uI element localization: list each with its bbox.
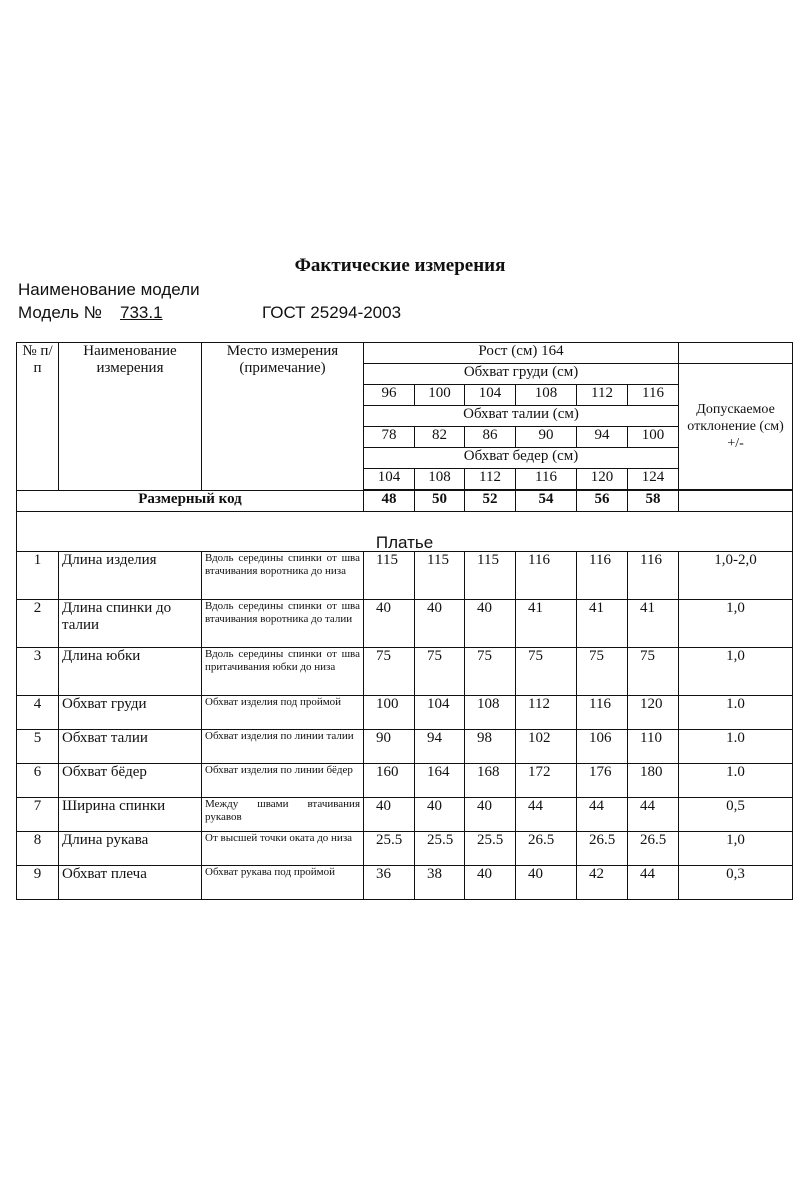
row-value-cell: 41: [577, 600, 628, 648]
row-measurement-place: Вдоль середины спинки от шва притачивания юбки до низа: [202, 648, 364, 696]
row-measurement-name: Длина юбки: [59, 648, 202, 696]
row-value-cell: 75: [577, 648, 628, 696]
row-value-cell: 108: [465, 696, 516, 730]
table-row: [17, 798, 793, 832]
measurements-table: [16, 342, 793, 900]
row-tolerance: 1,0: [679, 600, 793, 648]
row-measurement-place: Обхват изделия под проймой: [202, 696, 364, 730]
row-value-cell: 44: [516, 798, 577, 832]
header-chest: Обхват груди (см): [364, 364, 679, 385]
table-row: [17, 696, 793, 730]
row-value-cell: 36: [364, 866, 415, 900]
hips-size-cell: 108: [415, 469, 465, 490]
chest-size-cell: 100: [415, 385, 465, 406]
header-empty: [679, 343, 793, 364]
row-value-cell: 26.5: [628, 832, 679, 866]
row-measurement-place: Обхват изделия по линии бёдер: [202, 764, 364, 798]
row-value-cell: 98: [465, 730, 516, 764]
row-value-cell: 38: [415, 866, 465, 900]
row-measurement-place: Между швами втачивания рукавов: [202, 798, 364, 832]
row-value-cell: 26.5: [516, 832, 577, 866]
row-value-cell: 25.5: [465, 832, 516, 866]
waist-size-cell: 100: [628, 427, 679, 448]
header-tolerance: Допускаемое отклонение (см) +/-: [679, 364, 793, 490]
row-value-cell: 44: [577, 798, 628, 832]
section-title: Платье: [17, 512, 793, 552]
row-value-cell: 40: [364, 600, 415, 648]
waist-size-cell: 94: [577, 427, 628, 448]
row-measurement-place: Вдоль середины спинки от шва втачивания воротника до талии: [202, 600, 364, 648]
row-value-cell: 116: [628, 552, 679, 600]
row-number: 7: [17, 798, 59, 832]
chest-size-cell: 104: [465, 385, 516, 406]
table-row: [17, 600, 793, 648]
row-value-cell: 40: [465, 866, 516, 900]
hips-size-cell: 116: [516, 469, 577, 490]
table-row: [17, 730, 793, 764]
row-value-cell: 112: [516, 696, 577, 730]
size-code-cell: 48: [364, 491, 415, 512]
chest-size-cell: 96: [364, 385, 415, 406]
row-value-cell: 25.5: [415, 832, 465, 866]
table-row: [17, 832, 793, 866]
row-value-cell: 160: [364, 764, 415, 798]
row-value-cell: 116: [516, 552, 577, 600]
waist-size-cell: 78: [364, 427, 415, 448]
header-number: № п/п: [17, 343, 59, 491]
row-number: 4: [17, 696, 59, 730]
size-code-cell: 58: [628, 491, 679, 512]
row-value-cell: 100: [364, 696, 415, 730]
chest-size-cell: 116: [628, 385, 679, 406]
row-number: 8: [17, 832, 59, 866]
row-tolerance: 1,0: [679, 832, 793, 866]
row-measurement-name: Длина рукава: [59, 832, 202, 866]
row-measurement-place: Обхват изделия по линии талии: [202, 730, 364, 764]
row-tolerance: 0,3: [679, 866, 793, 900]
row-value-cell: 25.5: [364, 832, 415, 866]
row-measurement-place: Вдоль середины спинки от шва втачивания воротника до низа: [202, 552, 364, 600]
model-number-value: 733.1: [119, 303, 163, 322]
row-measurement-name: Обхват плеча: [59, 866, 202, 900]
row-value-cell: 40: [364, 798, 415, 832]
row-number: 2: [17, 600, 59, 648]
size-code-cell: 56: [577, 491, 628, 512]
row-value-cell: 106: [577, 730, 628, 764]
row-tolerance: 1.0: [679, 730, 793, 764]
row-measurement-place: От высшей точки оката до низа: [202, 832, 364, 866]
row-measurement-name: Обхват груди: [59, 696, 202, 730]
row-value-cell: 115: [364, 552, 415, 600]
row-value-cell: 75: [415, 648, 465, 696]
row-value-cell: 104: [415, 696, 465, 730]
chest-size-cell: 112: [577, 385, 628, 406]
size-code-empty: [679, 491, 793, 512]
row-value-cell: 176: [577, 764, 628, 798]
row-value-cell: 40: [415, 798, 465, 832]
row-tolerance: 0,5: [679, 798, 793, 832]
page-title: Фактические измерения: [294, 255, 506, 276]
row-number: 1: [17, 552, 59, 600]
row-value-cell: 26.5: [577, 832, 628, 866]
row-value-cell: 116: [577, 696, 628, 730]
header-measurement-place: Место измерения (примечание): [202, 343, 364, 491]
row-value-cell: 42: [577, 866, 628, 900]
row-value-cell: 115: [465, 552, 516, 600]
row-value-cell: 40: [465, 600, 516, 648]
waist-size-cell: 86: [465, 427, 516, 448]
model-name-label: Наименование модели: [18, 280, 200, 299]
row-value-cell: 41: [516, 600, 577, 648]
row-value-cell: 75: [465, 648, 516, 696]
row-tolerance: 1,0: [679, 648, 793, 696]
hips-size-cell: 104: [364, 469, 415, 490]
header-height: Рост (см) 164: [364, 343, 679, 364]
row-value-cell: 94: [415, 730, 465, 764]
size-code-label: Размерный код: [17, 491, 364, 512]
chest-size-cell: 108: [516, 385, 577, 406]
row-tolerance: 1.0: [679, 764, 793, 798]
row-number: 5: [17, 730, 59, 764]
row-value-cell: 44: [628, 866, 679, 900]
row-measurement-name: Обхват талии: [59, 730, 202, 764]
size-code-cell: 54: [516, 491, 577, 512]
row-measurement-name: Обхват бёдер: [59, 764, 202, 798]
row-number: 3: [17, 648, 59, 696]
row-value-cell: 168: [465, 764, 516, 798]
table-row: [17, 866, 793, 900]
row-value-cell: 110: [628, 730, 679, 764]
row-measurement-name: Ширина спинки: [59, 798, 202, 832]
row-value-cell: 116: [577, 552, 628, 600]
row-value-cell: 75: [628, 648, 679, 696]
row-value-cell: 120: [628, 696, 679, 730]
header-hips: Обхват бедер (см): [364, 448, 679, 469]
waist-size-cell: 90: [516, 427, 577, 448]
table-row: [17, 648, 793, 696]
model-number-label: Модель №: [18, 303, 102, 322]
table-row: [17, 764, 793, 798]
row-value-cell: 115: [415, 552, 465, 600]
header-waist: Обхват талии (см): [364, 406, 679, 427]
row-tolerance: 1,0-2,0: [679, 552, 793, 600]
waist-size-cell: 82: [415, 427, 465, 448]
row-number: 9: [17, 866, 59, 900]
row-value-cell: 44: [628, 798, 679, 832]
row-value-cell: 40: [415, 600, 465, 648]
row-value-cell: 172: [516, 764, 577, 798]
row-tolerance: 1.0: [679, 696, 793, 730]
gost-standard: ГОСТ 25294-2003: [262, 303, 402, 322]
row-value-cell: 40: [465, 798, 516, 832]
row-number: 6: [17, 764, 59, 798]
hips-size-cell: 120: [577, 469, 628, 490]
hips-size-cell: 112: [465, 469, 516, 490]
row-value-cell: 90: [364, 730, 415, 764]
row-measurement-name: Длина изделия: [59, 552, 202, 600]
row-value-cell: 180: [628, 764, 679, 798]
size-code-cell: 50: [415, 491, 465, 512]
row-value-cell: 40: [516, 866, 577, 900]
size-code-cell: 52: [465, 491, 516, 512]
header-measurement-name: Наименование измерения: [59, 343, 202, 491]
row-value-cell: 75: [516, 648, 577, 696]
row-value-cell: 102: [516, 730, 577, 764]
row-value-cell: 164: [415, 764, 465, 798]
row-measurement-place: Обхват рукава под проймой: [202, 866, 364, 900]
hips-size-cell: 124: [628, 469, 679, 490]
model-number: [18, 303, 167, 323]
table-row: [17, 552, 793, 600]
row-measurement-name: Длина спинки до талии: [59, 600, 202, 648]
row-value-cell: 75: [364, 648, 415, 696]
row-value-cell: 41: [628, 600, 679, 648]
